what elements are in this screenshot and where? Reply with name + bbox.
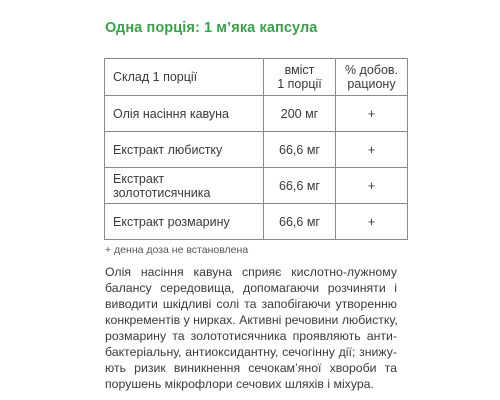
daily-dose-footnote: + денна доза не встановлена: [105, 244, 249, 256]
header-amount-line1: вміст: [284, 63, 315, 77]
header-dv-line1: % добов.: [344, 63, 399, 77]
header-dv-line2: рациону: [347, 77, 396, 91]
description-line: Олія насіння кавуна сприяє кислотно-лужному: [105, 265, 397, 279]
table-row: [105, 204, 408, 240]
header-daily-value: [336, 59, 408, 96]
ingredient-daily-value: +: [336, 96, 408, 132]
description-line: розмарину та золототисячника проявляють анти-: [105, 329, 397, 343]
header-amount-line2: 1 порції: [277, 77, 322, 91]
ingredient-amount: 66,6 мг: [264, 132, 336, 168]
composition-table: [104, 58, 408, 240]
table-row: [105, 168, 408, 204]
header-composition: Склад 1 порції: [105, 59, 264, 96]
ingredient-name: Екстракт розмарину: [105, 204, 264, 240]
ingredient-daily-value: +: [336, 132, 408, 168]
description-line: конкрементів у нирках. Активні речовини любистку,: [105, 313, 398, 327]
description-line: бактеріальну, антиоксидантну, сечогінну дії; знижу-: [105, 345, 397, 359]
product-description: [105, 264, 397, 392]
table-header-row: [105, 59, 408, 96]
header-amount: [264, 59, 336, 96]
ingredient-name: Олія насіння кавуна: [105, 96, 264, 132]
ingredient-amount: 66,6 мг: [264, 168, 336, 204]
table-row: [105, 132, 408, 168]
ingredient-daily-value: +: [336, 168, 408, 204]
ingredient-name: Екстракт золототисячника: [105, 168, 264, 204]
ingredient-name: Екстракт любистку: [105, 132, 264, 168]
description-line: балансу середовища, допомагаючи розчиняти і: [105, 281, 397, 295]
description-line: порушень мікрофлори сечових шляхів і міхура.: [105, 377, 374, 391]
ingredient-amount: 200 мг: [264, 96, 336, 132]
ingredient-daily-value: +: [336, 204, 408, 240]
description-line: виводити шкідливі солі та запобігаючи утворенню: [105, 297, 397, 311]
table-row: [105, 96, 408, 132]
ingredient-amount: 66,6 мг: [264, 204, 336, 240]
serving-title: Одна порція: 1 м’яка капсула: [105, 20, 318, 36]
description-line: ють ризик виникнення сечокам’яної хвороби та: [105, 361, 397, 375]
